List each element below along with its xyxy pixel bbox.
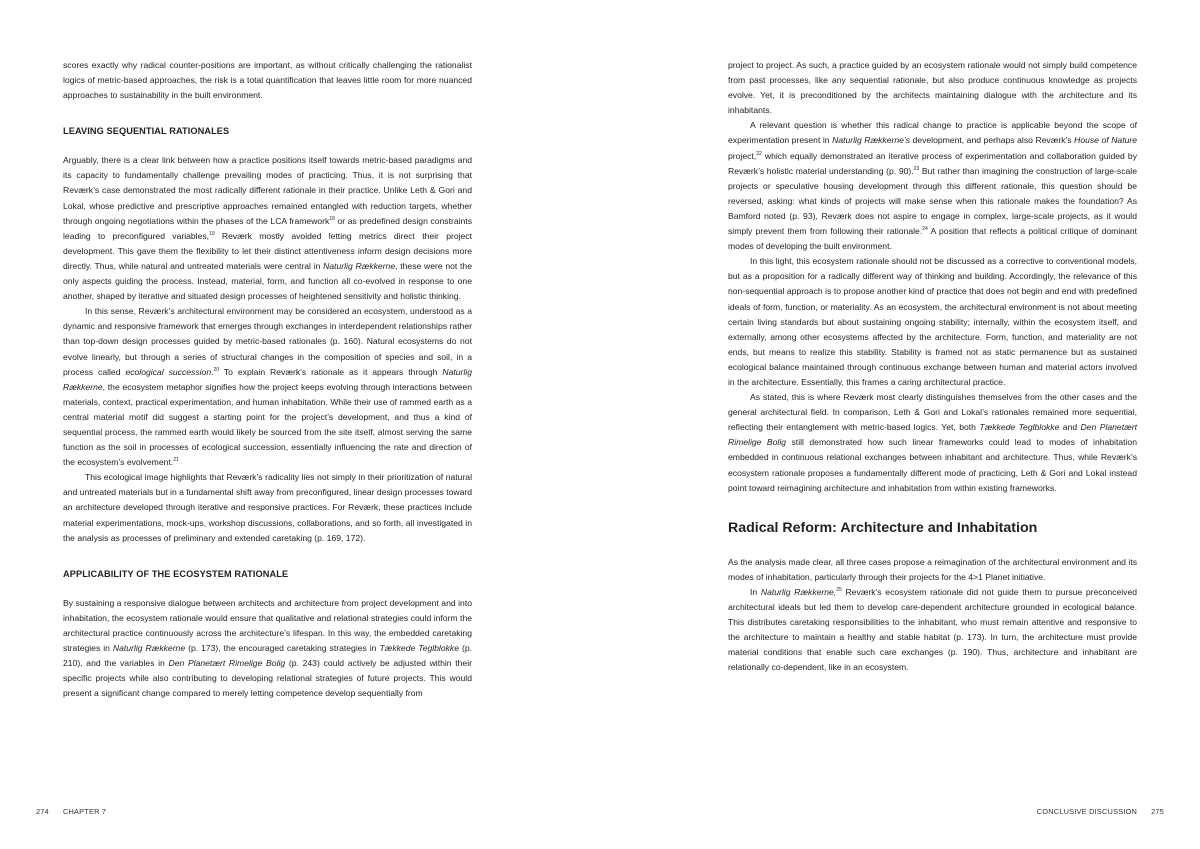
footnote-ref[interactable]: 20 (213, 366, 220, 373)
footnote-ref[interactable]: 19 (209, 230, 215, 237)
sequential-paragraph-3: This ecological image highlights that Reværk’s radicality lies not simply in their prioritization of natural and untreated materials but in a fundamental shift away from preconfigured, linear design processes toward an architecture developed through iterative and responsive practices. For Reværk, these practices include material experimentations, mock-ups, workshop discussions, collaborations, and so forth, all investigated in the analysis as processes of preliminary and extended caretaking (p. 169, 172). (63, 472, 472, 543)
section-heading-radical-reform: Radical Reform: Architecture and Inhabitation (728, 519, 1038, 536)
footnote-ref[interactable]: 22 (756, 150, 762, 157)
left-footer (36, 807, 106, 816)
running-header: CONCLUSIVE DISCUSSION (1036, 807, 1138, 816)
reform-paragraph-2: In Naturlig Rækkerne,$^{25}$ Reværk’s ecosystem rationale did not guide them to pursue preconceived architectural ideals but led them to develop care-dependent architecture grounded in ecological balance. This distributes caretaking responsibilities to the inhabitant, who must remain attentive and responsive to the architecture to maintain a healthy and stable habitat (p. 173). In turn, the architecture must provide material conditions that enable such care exchanges (p. 190). Thus, architecture and inhabitant are relationally co-dependent, like in an ecosystem. (728, 586, 1138, 673)
right-footer (1037, 807, 1164, 816)
continued-paragraph-2: A relevant question is whether this radical change to practice is applicable beyond the scope of experimentation present in Naturlig Rækkerne’s development, and perhaps also Reværk’s House of Nature project,$^{22}$ which equally demonstrated an iterative process of experimentation and collaboration guided by Reværk’s holistic material understanding (p. 90).$^{23}$ But rather than imagining the construction of large-scale projects or speculative housing development through this different rationale, this question should be reversed, asking: what kinds of projects will make sense when this rationale makes the foundation? As Bamford noted (p. 93), Reværk does not aspire to engage in complex, large-scale projects, as it would simply prevent them from following their rationale.$^{24}$ A position that reflects a political critique of dominant modes of developing the built environment. (728, 120, 1138, 252)
right-text-column (728, 58, 1137, 675)
section-heading-sequential: LEAVING SEQUENTIAL RATIONALES (63, 126, 230, 137)
reform-paragraph-1: As the analysis made clear, all three cases propose a reimagination of the architectural environment and its modes of inhabitation, particularly through their projects for the 4>1 Planet initiative. (728, 556, 1137, 582)
continued-paragraph-1: project to project. As such, a practice guided by an ecosystem rationale would not simply build competence from past processes, like any sequential rationale, but also produce continuous knowledge as projects evolve. Yet, it is preconditioned by the architects maintaining dialogue with the architecture and its inhabitants. (728, 60, 1137, 116)
left-text-column (63, 58, 472, 701)
right-page (600, 0, 1200, 849)
sequential-paragraph-1: Arguably, there is a clear link between how a practice positions itself towards metric-based paradigms and its capacity to fundamentally challenge prevailing modes of practicing. Thus, it is not surprising that Reværk’s case demonstrated the most radically different rationale in their practice. Unlike Leth & Gori and Lokal, whose predictive and prescriptive approaches remained entangled with reduction targets, whether through ongoing negotiations within the phases of the LCA framework$^{18}$ or as predefined design constraints leading to preconfigured variables,$^{19}$ Reværk mostly avoided letting metrics direct their project development. This gave them the flexibility to let their distinct attentiveness inform design decisions more directly. Thus, while natural and untreated materials were central in Naturlig Rækkerne, these were not the only aspects guiding the process. Instead, material, form, and function all co-evolved in response to one another, shaped by iterative and situated design processes of heightened sensitivity and holistic thinking. (63, 155, 472, 302)
page-number: 275 (1151, 807, 1164, 816)
intro-paragraph: scores exactly why radical counter-positions are important, as without critically challenging the rationalist logics of metric-based approaches, the risk is a total quantification that leaves little room for more nuanced approaches to sustainability in the built environment. (63, 60, 472, 101)
footnote-ref[interactable]: 18 (329, 215, 335, 222)
footnote-ref[interactable]: 24 (922, 226, 928, 233)
footnote-ref[interactable]: 21 (173, 457, 179, 464)
running-header: CHAPTER 7 (62, 807, 107, 816)
section-heading-applicability: APPLICABILITY OF THE ECOSYSTEM RATIONALE (63, 568, 289, 579)
continued-paragraph-3: In this light, this ecosystem rationale should not be discussed as a corrective to conventional models, but as a proposition for a radically different way of thinking and building. Accordingly, the relevance of this non-sequential approach is to propose another kind of practice that does not begin and end with predefined ideals of form, function, or materiality. As an ecosystem, the architectural environment is not about meeting certain living standards but about sustaining ongoing stability; internally, within the ecosystem itself, and externally, among other ecosystems affected by the architecture. Form, function, and materiality are not ends, but means to realize this stability. Stability is framed not as static permanence but as sustained ecological balance maintained through continuous exchange between human and material actors involved in the architecture. Essentially, this frames a caring architectural practice. (728, 256, 1137, 387)
continued-paragraph-4: As stated, this is where Reværk most clearly distinguishes themselves from the other cases and the general architectural field. In comparison, Leth & Gori and Lokal’s rationales remained more sequential, reflecting their entanglement with metric-based logics. Yet, both Tækkede Teglblokke and Den Planetært Rimelige Bolig still demonstrated how such linear frameworks could lead to modes of inhabitation embedded in continuous relational exchanges between inhabitant and architecture. Thus, while Reværk’s ecosystem rationale proposes a fundamentally different mode of practicing, Leth & Gori and Lokal instead point toward reimagining architecture and inhabitation from within existing frameworks. (728, 392, 1137, 493)
sequential-paragraph-2: In this sense, Reværk’s architectural environment may be considered an ecosystem, understood as a dynamic and responsive framework that emerges through exchanges in interdependent relationships rather than top-down design processes guided by metric-based rationales (p. 160). Natural ecosystems do not evolve linearly, but through a series of structural changes in the composition of species and soil, in a process called ecological succession.$^{20}$ To explain Reværk’s rationale as it appears through Naturlig Rækkerne, the ecosystem metaphor signifies how the project keeps evolving through interactions between materials, context, practical experimentation, and human inhabitation. While their use of rammed earth as a central material motif did suggest a starting point for the project’s development, and thus a kind of sequential process, the rammed earth would likely be sourced from the site itself, almost serving the same function as the soil in processes of ecological succession, essentially influencing the rate and direction of the ecosystem’s evolvement.$^{21}$ (63, 306, 472, 468)
page-number: 274 (36, 807, 49, 816)
footnote-ref[interactable]: 25 (836, 587, 842, 594)
footnote-ref[interactable]: 23 (913, 165, 920, 172)
applicability-paragraph-1: By sustaining a responsive dialogue between architects and architecture from project development and into inhabitation, the ecosystem rationale would ensure that qualitative and relational strategies could inform the architectural practice continuously across the architecture’s lifespan. In this way, the embedded caretaking strategies in Naturlig Rækkerne (p. 173), the encouraged caretaking strategies in Tækkede Teglblokke (p. 210), and the variables in Den Planetært Rimelige Bolig (p. 243) could actively be adjusted within their specific projects while also contributing to developing relational strategies of future projects. This would present a significant change compared to merely letting competence develop sequentially from (63, 597, 472, 699)
